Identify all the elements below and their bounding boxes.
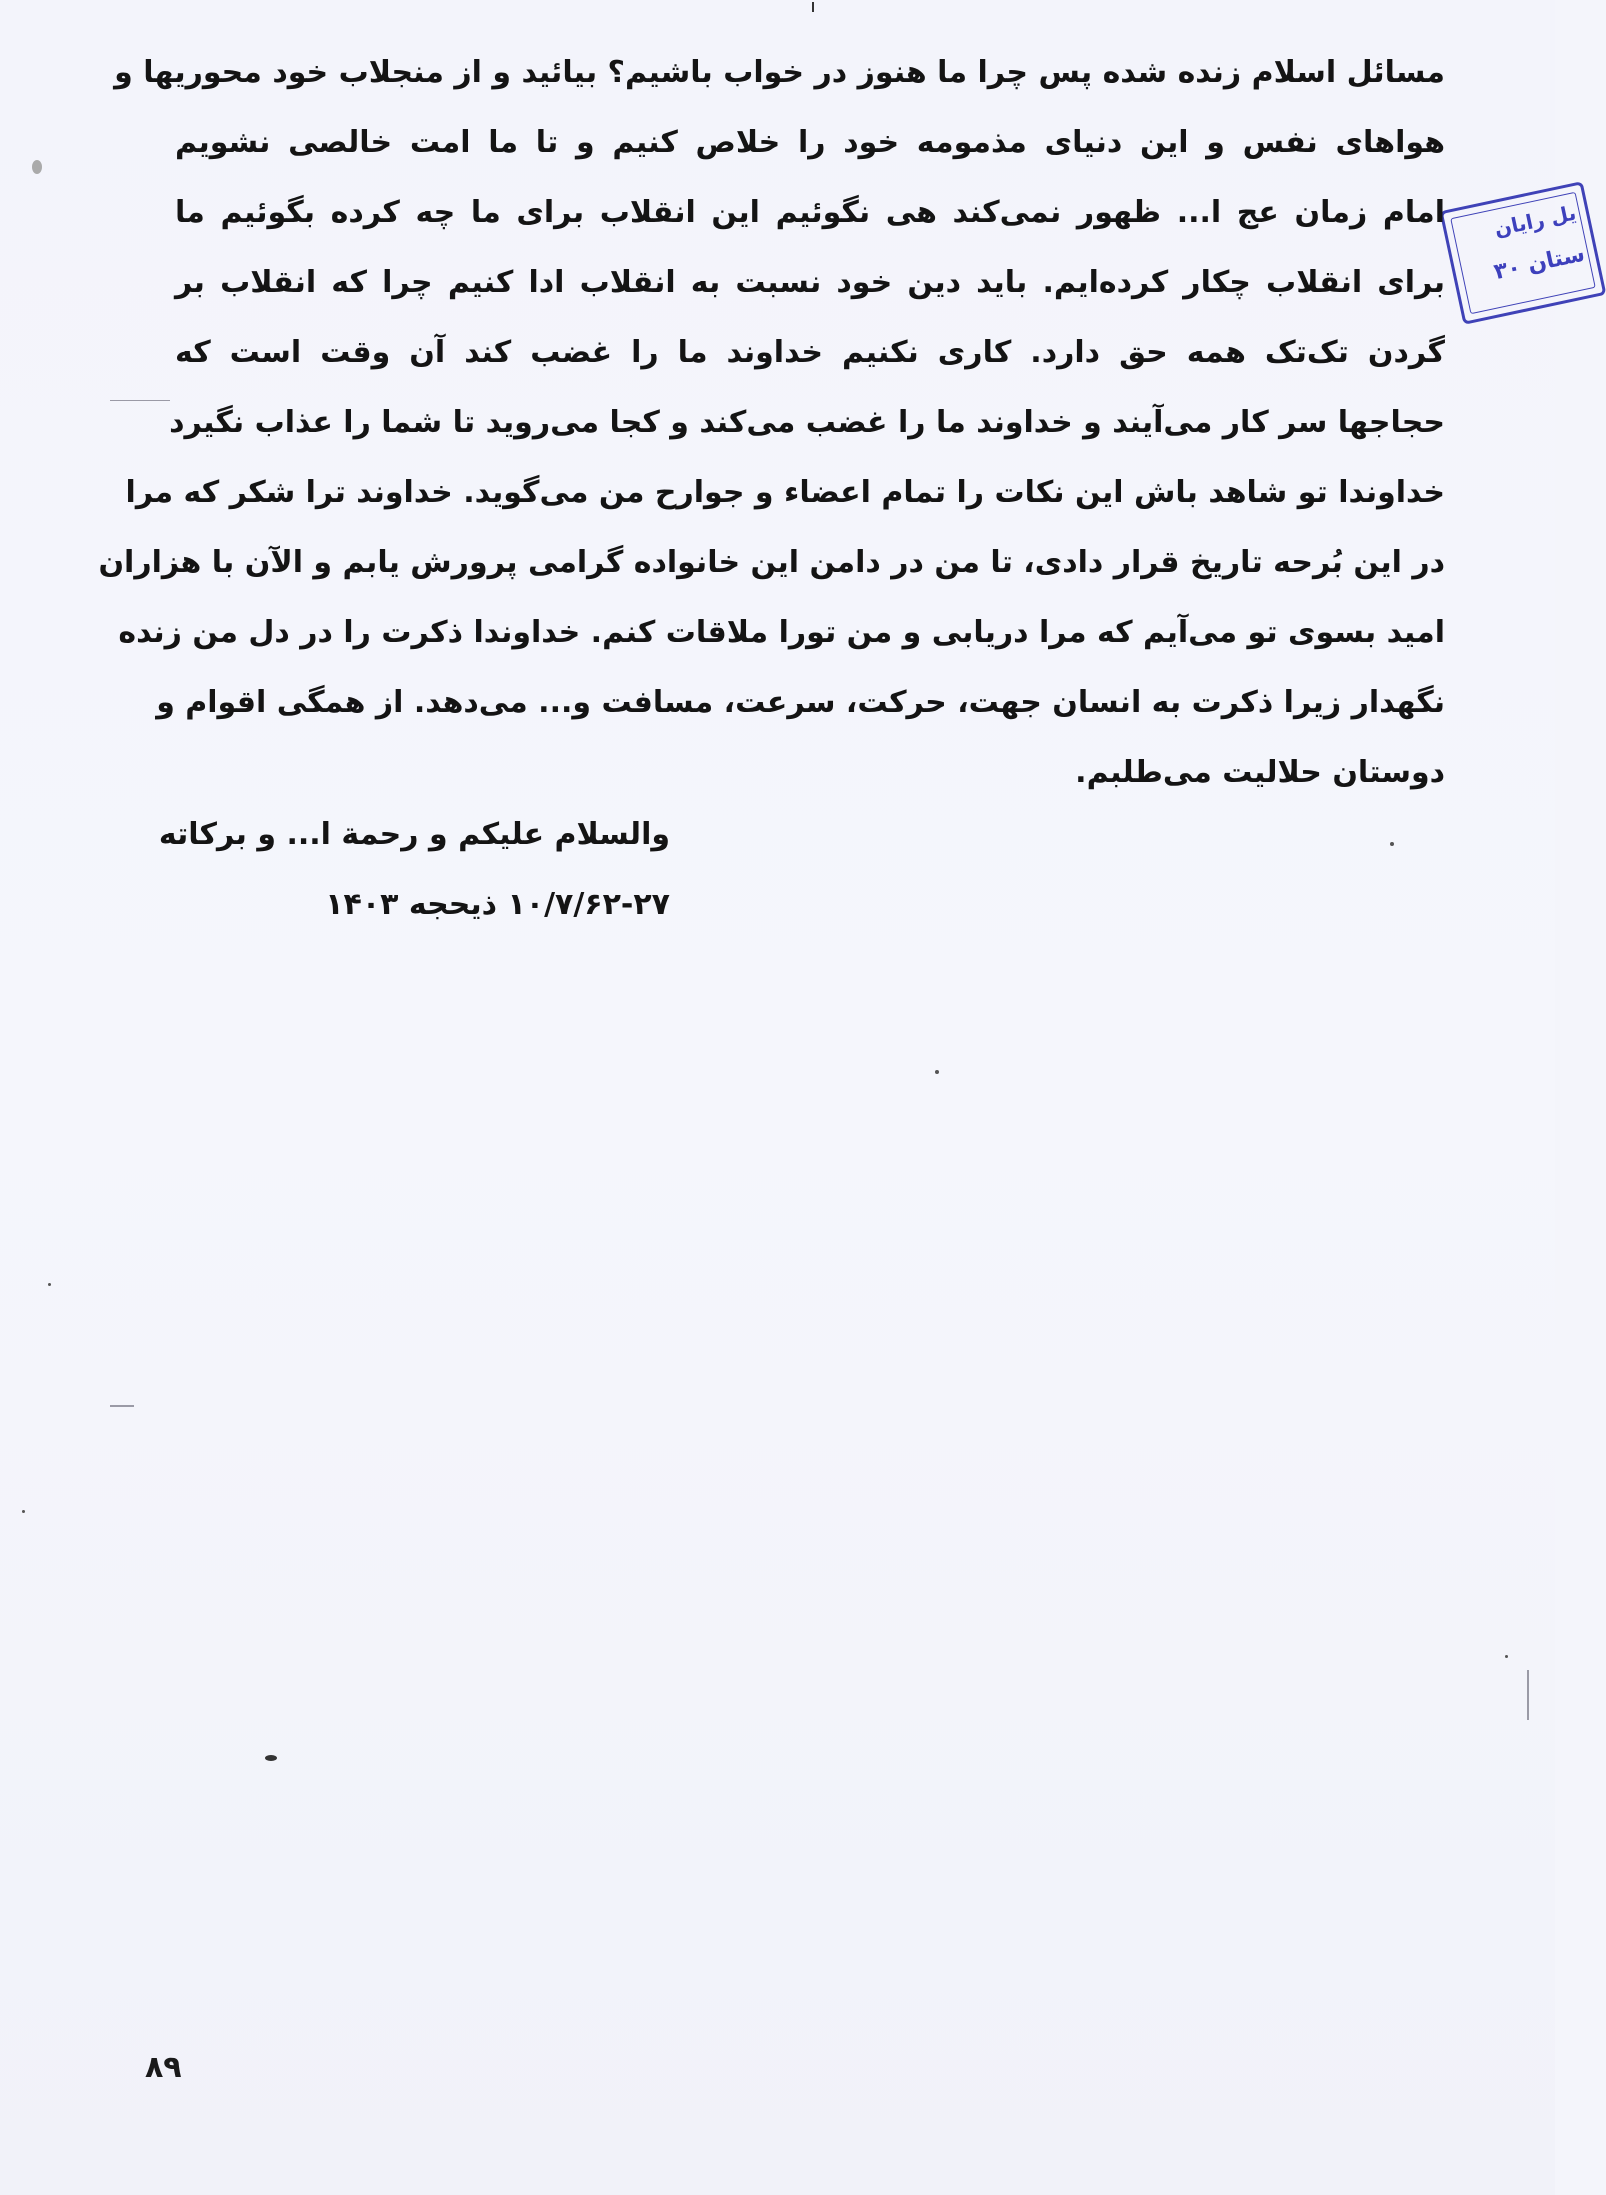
body-line-3: امام زمان عج ا... ظهور نمی‌کند هی نگوئیم این انقلاب برای ما چه کرده بگوئیم ما	[175, 195, 1445, 230]
scan-edge-mark	[812, 2, 814, 12]
scan-speck	[935, 1070, 939, 1074]
scan-speck	[48, 1283, 51, 1286]
body-line-7: خداوندا تو شاهد باش این نکات را تمام اعضاء و جوارح من می‌گوید. خداوند ترا شکر که مرا	[125, 475, 1445, 510]
body-line-2: هواهای نفس و این دنیای مذمومه خود را خلاص کنیم و تا ما امت خالصی نشویم	[175, 125, 1445, 160]
scan-edge-mark	[1527, 1670, 1529, 1720]
body-line-5: گردن تک‌تک همه حق دارد. کاری نکنیم خداوند ما را غضب کند آن وقت است که	[175, 335, 1445, 370]
scan-speck	[1390, 842, 1394, 846]
body-line-10: نگهدار زیرا ذکرت به انسان جهت، حرکت، سرعت، مسافت و... می‌دهد. از همگی اقوام و	[156, 685, 1445, 720]
body-line-6: حجاجها سر کار می‌آیند و خداوند ما را غضب می‌کند و کجا می‌روید تا شما را عذاب نگیرد	[169, 405, 1445, 440]
closing-salutation: والسلام علیکم و رحمة ا... و برکاته	[158, 817, 670, 852]
closing-date: ۱۰/۷/۶۲-۲۷ ذیحجه ۱۴۰۳	[325, 887, 670, 922]
body-line-4: برای انقلاب چکار کرده‌ایم. باید دین خود نسبت به انقلاب ادا کنیم چرا که انقلاب بر	[175, 265, 1445, 300]
stamp-text-line2: ستان ۳۰	[1491, 241, 1588, 286]
page-number: ۸۹	[145, 2050, 182, 2085]
ink-stamp	[1440, 181, 1606, 325]
body-line-8: در این بُرحه تاریخ قرار دادی، تا من در دامن این خانواده گرامی پرورش یابم و الآن با هزاران	[98, 545, 1445, 580]
scan-speck	[32, 160, 42, 174]
body-line-1: مسائل اسلام زنده شده پس چرا ما هنوز در خواب باشیم؟ بیائید و از منجلاب خود محوریها و	[114, 55, 1445, 90]
scan-speck	[1505, 1655, 1508, 1658]
scan-speck	[22, 1510, 25, 1513]
scan-speck	[265, 1755, 277, 1761]
scan-edge-mark	[110, 1405, 134, 1407]
stamp-text-line1: یل رایان	[1492, 200, 1579, 242]
body-line-11: دوستان حلالیت می‌طلبم.	[1075, 755, 1445, 790]
body-line-9: امید بسوی تو می‌آیم که مرا دریابی و من تورا ملاقات کنم. خداوندا ذکرت را در دل من زنده	[118, 615, 1445, 650]
letter-closing	[158, 800, 670, 940]
letter-body	[98, 38, 1445, 808]
scan-edge-mark	[110, 400, 170, 401]
